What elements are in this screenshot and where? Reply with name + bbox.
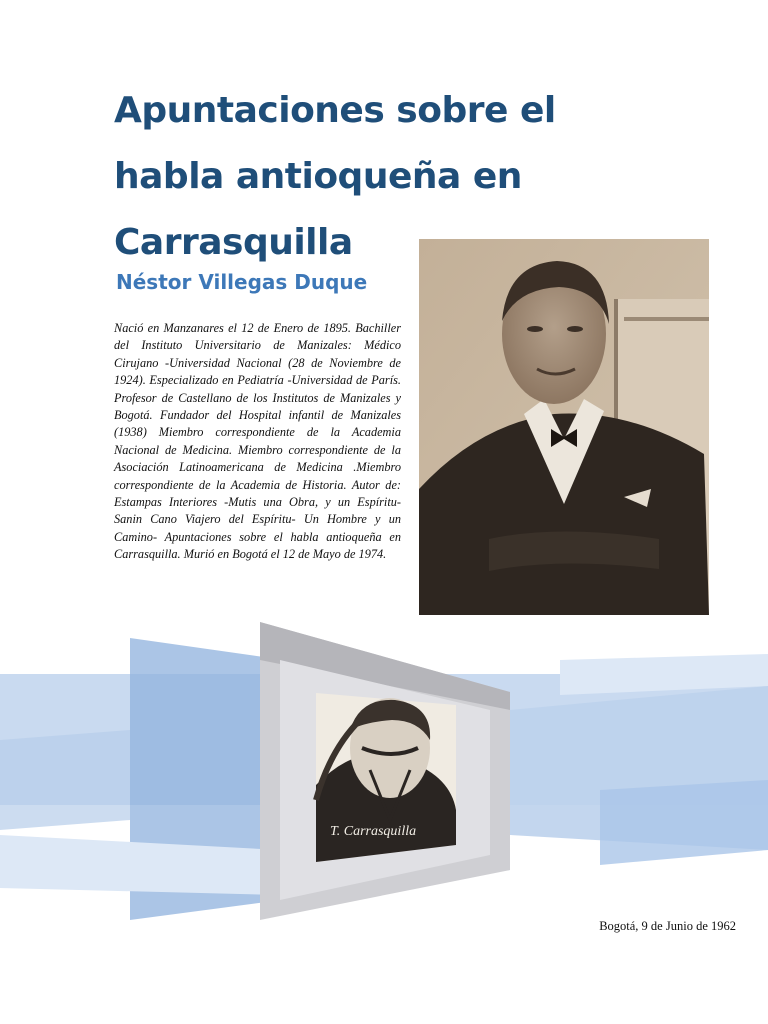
decorative-geometric-banner [0,620,768,920]
drawing-signature: T. Carrasquilla [330,824,417,839]
author-portrait-photo [419,239,709,615]
author-biography: Nació en Manzanares el 12 de Enero de 1895. Bachiller del Instituto Universitario de Manizales: Médico Cirujano -Universidad Nacional (28 de Noviembre de 1924). Especializado en Pediatría -Universidad de París. Profesor de Castellano de los Institutos de Manizales y Bogotá. Fundador del Hospital infantil de Manizales (1938) Miembro correspondiente de la Academia Nacional de Medicina. Miembro correspondiente de la Asociación Latinoamericana de Medicina .Miembro correspondiente de la Academia de Historia. Autor de: Estampas Interiores -Mutis una Obra, y un Espíritu- Sanin Cano Viajero del Espíritu- Un Hombre y un Camino- Apuntaciones sobre el habla antioqueña en Carrasquilla. Murió en Bogotá el 12 de Mayo de 1974. [114,321,401,562]
document-date: Bogotá, 9 de Junio de 1962 [599,919,736,933]
author-name: Néstor Villegas Duque [116,270,368,294]
document-title: Apuntaciones sobre el habla antioqueña en Carrasquilla [114,90,556,263]
carrasquilla-drawing [316,693,456,862]
